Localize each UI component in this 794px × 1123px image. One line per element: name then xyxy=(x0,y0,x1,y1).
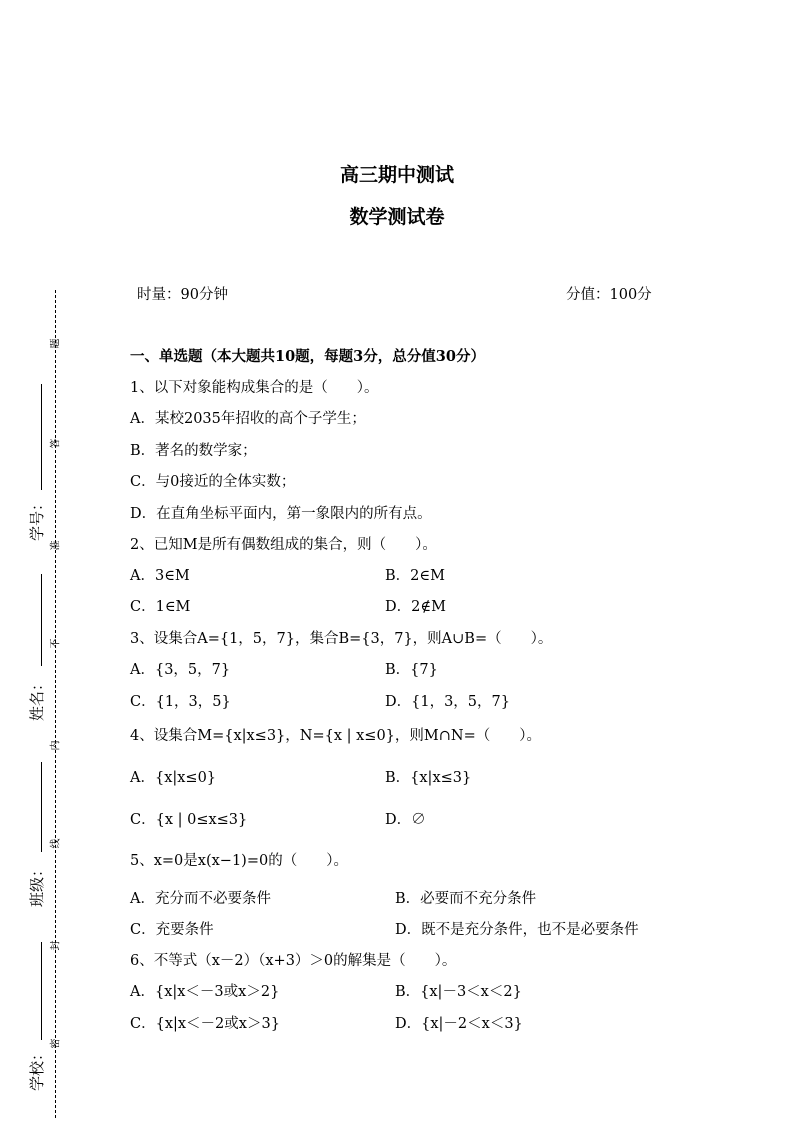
option-a: A．充分而不必要条件 xyxy=(130,891,271,907)
option-b: B．{7} xyxy=(385,662,438,678)
exam-subtitle: 数学测试卷 xyxy=(349,206,445,228)
option-b: B．必要而不充分条件 xyxy=(395,891,537,907)
question-stem: 5、x=0是x(x−1)=0的（ ）。 xyxy=(130,853,348,869)
question-stem: 3、设集合A={1，5，7}，集合B={3，7}，则A∪B=（ ）。 xyxy=(130,631,553,647)
student-id-label: 学号： xyxy=(28,495,47,542)
question-stem: 2、已知M是所有偶数组成的集合，则（ ）。 xyxy=(130,537,437,553)
option-c: C．1∈M xyxy=(130,599,191,615)
option-c: C．{x|x＜－2或x＞3} xyxy=(130,1016,280,1032)
option-d: D．2∉M xyxy=(385,599,446,615)
time-limit: 时量：90分钟 xyxy=(137,287,228,303)
option-d: D．{x|－2＜x＜3} xyxy=(395,1016,523,1032)
school-line xyxy=(41,942,42,1040)
class-line xyxy=(41,762,42,852)
option-d: D．既不是充分条件，也不是必要条件 xyxy=(395,922,639,938)
option-a: A．{3，5，7} xyxy=(130,662,231,678)
school-label: 学校： xyxy=(28,1045,47,1092)
seal-char: 不 xyxy=(50,638,62,649)
exam-title: 高三期中测试 xyxy=(339,164,454,186)
name-line xyxy=(41,574,42,666)
option-b: B．{x|－3＜x＜2} xyxy=(395,984,522,1000)
seal-char: 答 xyxy=(50,438,62,449)
option-c: C．与0接近的全体实数； xyxy=(130,474,296,490)
seal-char: 题 xyxy=(50,338,62,349)
seal-char: 准 xyxy=(50,540,62,551)
question-stem: 4、设集合M={x|x≤3}，N={x | x≤0}，则M∩N=（ ）。 xyxy=(130,728,541,744)
option-a: A．{x|x＜－3或x＞2} xyxy=(130,984,280,1000)
option-b: B．{x|x≤3} xyxy=(385,770,472,786)
seal-char: 线 xyxy=(50,838,62,849)
option-b: B．2∈M xyxy=(385,568,445,584)
option-a: A．3∈M xyxy=(130,568,190,584)
option-d: D．{1，3，5，7} xyxy=(385,694,510,710)
section-heading: 一、单选题（本大题共10题，每题3分，总分值30分） xyxy=(130,348,485,365)
option-c: C．充要条件 xyxy=(130,922,214,938)
option-a: A．某校2035年招收的高个子学生； xyxy=(130,411,366,427)
name-label: 姓名： xyxy=(28,675,47,722)
option-c: C．{1，3，5} xyxy=(130,694,231,710)
total-score: 分值：100分 xyxy=(566,287,652,303)
seal-char: 内 xyxy=(50,740,62,751)
question-stem: 1、以下对象能构成集合的是（ ）。 xyxy=(130,380,379,396)
binding-dotted-line xyxy=(55,290,56,1118)
option-c: C．{x | 0≤x≤3} xyxy=(130,812,248,828)
option-d: D．在直角坐标平面内，第一象限内的所有点。 xyxy=(130,506,432,522)
class-label: 班级： xyxy=(28,861,47,908)
seal-char: 密 xyxy=(50,1038,62,1049)
option-a: A．{x|x≤0} xyxy=(130,770,217,786)
seal-char: 封 xyxy=(50,940,62,951)
option-b: B．著名的数学家； xyxy=(130,443,257,459)
option-d: D．∅ xyxy=(385,812,426,828)
question-stem: 6、不等式（x－2）（x+3）＞0的解集是（ ）。 xyxy=(130,953,457,969)
student-id-line xyxy=(41,384,42,490)
